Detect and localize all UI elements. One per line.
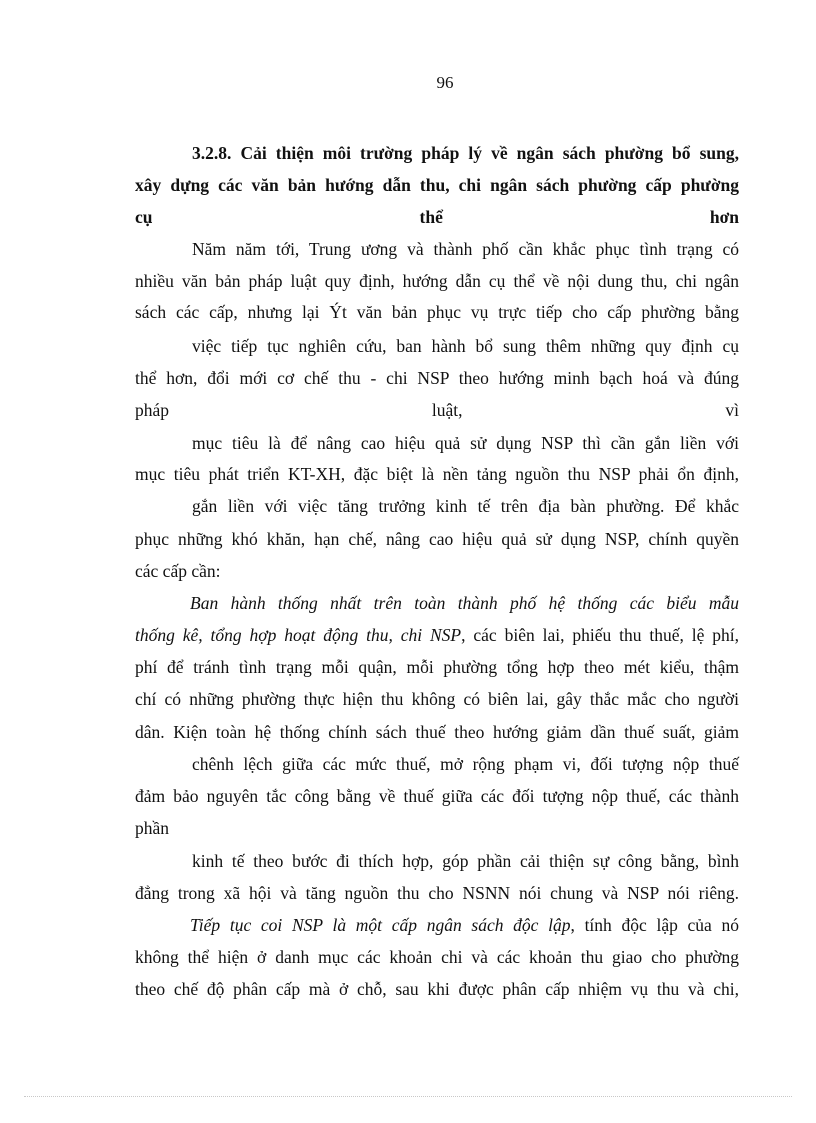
- text-line: việc tiếp tục nghiên cứu, ban hành bổ sung thêm những quy định cụ: [192, 336, 739, 356]
- text-line: thể hơn, đổi mới cơ chế thu - chi NSP theo hướng minh bạch hoá và đúng: [135, 368, 739, 388]
- text-line-italic: [190, 590, 739, 616]
- text-line: phục những khó khăn, hạn chế, nâng cao hiệu quả sử dụng NSP, chính quyền: [135, 529, 739, 549]
- section-heading-line-1: 3.2.8. Cải thiện môi trường pháp lý về ngân sách phường bổ sung,: [192, 143, 739, 163]
- text-line: nhiều văn bản pháp luật quy định, hướng dẫn cụ thể về nội dung thu, chi ngân: [135, 271, 739, 291]
- text-line: kinh tế theo bước đi thích hợp, góp phần cải thiện sự công bằng, bình: [192, 851, 739, 871]
- text-line: không thể hiện ở danh mục các khoản chi và các khoản thu giao cho phường: [135, 947, 739, 967]
- plain-phrase: , tính độc lập của nó: [570, 915, 740, 935]
- text-line: đẳng trong xã hội và tăng nguồn thu cho NSNN nói chung và NSP nói riêng.: [135, 883, 739, 903]
- section-heading-line-3: cụ thể hơn: [135, 207, 739, 227]
- footer-dotted-rule: [24, 1096, 792, 1097]
- text-line: chí có những phường thực hiện thu không có biên lai, gây thắc mắc cho người: [135, 689, 739, 709]
- text-line: sách các cấp, nhưng lại Ýt văn bản phục vụ trực tiếp cho cấp phường bằng: [135, 302, 739, 322]
- text-line: phần: [135, 818, 170, 838]
- text-line: mục tiêu là để nâng cao hiệu quả sử dụng NSP thì cần gắn liền với: [192, 433, 739, 453]
- text-line: pháp luật, vì: [135, 400, 739, 420]
- text-line: theo chế độ phân cấp mà ở chỗ, sau khi được phân cấp nhiệm vụ thu và chi,: [135, 979, 739, 999]
- text-line: mục tiêu phát triển KT-XH, đặc biệt là nền tảng nguồn thu NSP phải ổn định,: [135, 464, 739, 484]
- section-heading-line-2: xây dựng các văn bản hướng dẫn thu, chi ngân sách phường cấp phường: [135, 175, 739, 195]
- text-line-mixed: [135, 622, 739, 648]
- text-line: phí để tránh tình trạng mỗi quận, mỗi phường tổng hợp theo mét kiểu, thậm: [135, 657, 739, 677]
- italic-phrase: thống kê, tổng hợp hoạt động thu, chi NSP: [135, 625, 462, 645]
- text-line: gắn liền với việc tăng trưởng kinh tế trên địa bàn phường. Để khắc: [192, 496, 739, 516]
- italic-phrase: Tiếp tục coi NSP là một cấp ngân sách độc lập: [190, 915, 571, 935]
- text-line-mixed: [190, 912, 739, 938]
- text-line: Năm năm tới, Trung ương và thành phố cần khắc phục tình trạng có: [192, 239, 739, 259]
- page-number: 96: [436, 73, 454, 92]
- italic-phrase: Ban hành thống nhất trên toàn thành phố hệ thống các biểu mẫu: [190, 593, 739, 613]
- text-line: các cấp cần:: [135, 561, 221, 581]
- plain-phrase: , các biên lai, phiếu thu thuế, lệ phí,: [461, 625, 739, 645]
- text-line: dân. Kiện toàn hệ thống chính sách thuế theo hướng giảm dần thuế suất, giảm: [135, 722, 739, 742]
- text-line: chênh lệch giữa các mức thuế, mở rộng phạm vi, đối tượng nộp thuế: [192, 754, 739, 774]
- text-line: đảm bảo nguyên tắc công bằng về thuế giữa các đối tượng nộp thuế, các thành: [135, 786, 739, 806]
